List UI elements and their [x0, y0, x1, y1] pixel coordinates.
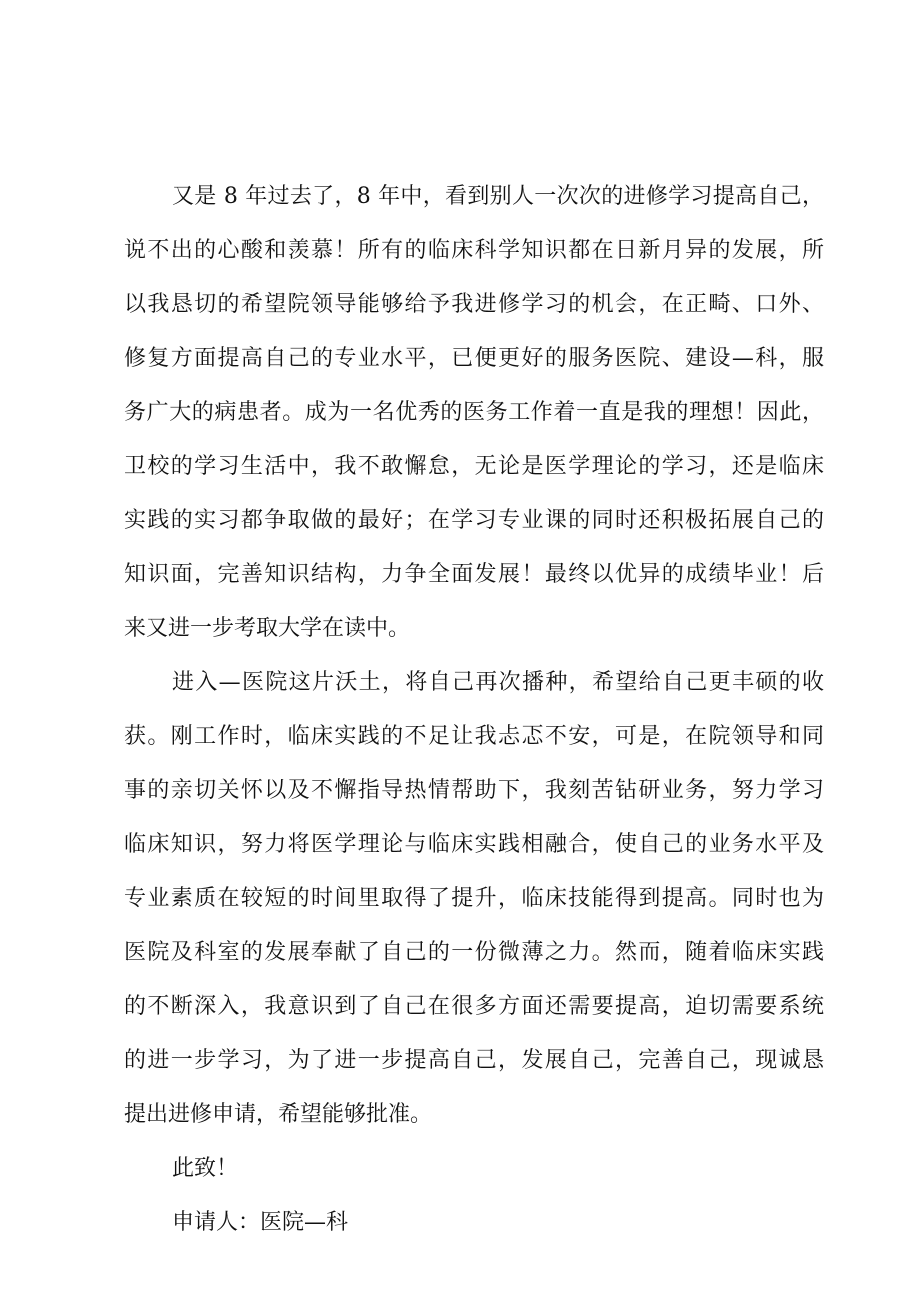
text-line: 事的亲切关怀以及不懈指导热情帮助下，我刻苦钻研业务，努力学习	[124, 778, 824, 803]
text-line: 专业素质在较短的时间里取得了提升，临床技能得到提高。同时也为	[124, 886, 824, 911]
text-line: 实践的实习都争取做的最好；在学习专业课的同时还积极拓展自己的	[124, 508, 824, 533]
text-line: 知识面，完善知识结构，力争全面发展！最终以优异的成绩毕业！后	[124, 562, 824, 587]
text-line: 的进一步学习，为了进一步提高自己，发展自己，完善自己，现诚恳	[124, 1048, 824, 1073]
applicant-signature: 申请人：医院—科	[172, 1210, 349, 1235]
text-line: 获。刚工作时，临床实践的不足让我忐忑不安，可是，在院领导和同	[124, 724, 824, 749]
text-line: 提出进修申请，希望能够批准。	[124, 1102, 433, 1127]
text-line: 来又进一步考取大学在读中。	[124, 616, 411, 641]
text-line: 的不断深入，我意识到了自己在很多方面还需要提高，迫切需要系统	[124, 994, 824, 1019]
text-line: 以我恳切的希望院领导能够给予我进修学习的机会，在正畸、口外、	[124, 292, 824, 317]
text-line: 修复方面提高自己的专业水平，已便更好的服务医院、建设—科，服	[124, 346, 824, 371]
text-line: 说不出的心酸和羡慕！所有的临床科学知识都在日新月异的发展，所	[124, 238, 824, 263]
text-line: 卫校的学习生活中，我不敢懈怠，无论是医学理论的学习，还是临床	[124, 454, 824, 479]
text-line: 进入—医院这片沃土，将自己再次播种，希望给自己更丰硕的收	[172, 670, 824, 695]
text-line: 医院及科室的发展奉献了自己的一份微薄之力。然而，随着临床实践	[124, 940, 824, 965]
text-line: 临床知识，努力将医学理论与临床实践相融合，使自己的业务水平及	[124, 832, 824, 857]
text-line: 务广大的病患者。成为一名优秀的医务工作着一直是我的理想！因此，	[124, 400, 824, 425]
closing-salutation: 此致！	[172, 1156, 239, 1181]
document-page	[124, 170, 824, 1250]
text-line: 又是 8 年过去了，8 年中，看到别人一次次的进修学习提高自己，	[172, 184, 824, 209]
